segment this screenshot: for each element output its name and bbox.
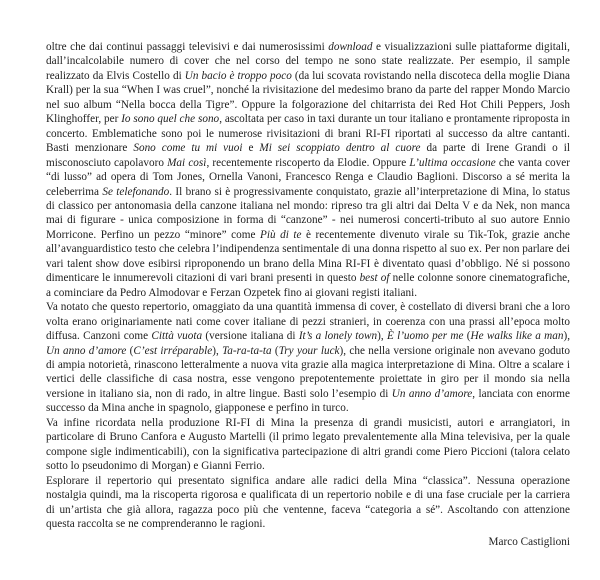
italic-title-text: È l’uomo per me <box>386 330 464 343</box>
body-text: ), <box>563 330 571 343</box>
body-text: ), <box>212 344 223 357</box>
paragraph <box>46 300 570 416</box>
body-text: , recentemente riscoperto da Elodie. Oppure <box>206 156 410 169</box>
body-text: , lanciata con enorme successo da Mina anche in spagnolo, giapponese e perfino in turco. <box>46 387 571 415</box>
body-text: ), <box>377 330 387 343</box>
body-text: nelle colonne sonore cinematografiche, a cominciare da Pedro Almodovar e Ferzan Ozpetek fino ai giovani registi italiani. <box>46 272 570 299</box>
italic-title-text: He walks like a man <box>470 330 564 343</box>
body-text: ), che nella versione originale non avevano goduto di ampia notorietà, rinascono letteralmente a nuova vita grazie alla magica interpretazione di Mina. Oltre a scalare i vertici delle classifiche di casa nostra, esse vengono prepotentemente proiettate in giro per il mondo sia nella versione in italiano sia, non di rado, in altre lingue. Basti solo l’esempio di <box>46 344 571 400</box>
paragraph <box>46 416 570 474</box>
body-text: Va infine ricordata nella produzione RI-FI di Mina la presenza di grandi musicisti, autori e arrangiatori, in particolare di Bruno Canfora e Augusto Martelli (il primo legato prevalentemente alla Mina televisiva, per la quale compone sigle indimenticabili), con la significativa partecipazione di altri grandi come Piero Piccioni (talora celato sotto lo pseudonimo di Morgan) e Gianni Ferrio. <box>46 416 570 473</box>
body-text: che vanta cover “di lusso” ad opera di Tom Jones, Ornella Vanoni, Francesco Renga e Claudio Baglioni. Discorso a sé merita la celeberrima <box>46 156 571 198</box>
body-text: Esplorare il repertorio qui presentato significa andare alle radici della Mina “classica”. Nessuna operazione nostalgia quindi, ma la riscoperta rigorosa e qualificata di un repertorio nobile e di una fase cruciale per la carriera di un’artista che già allora, ragazza poco più che ventenne, faceva “categoria a sé”. Ascoltando con attenzione questa raccolta se ne comprenderanno le ragioni. <box>46 474 570 530</box>
body-text: ( <box>271 344 279 357</box>
body-text: . Il brano si è progressivamente conquistato, grazie all’interpretazione di Mina, lo status di classico per antonomasia della canzone italiana nel mondo: ripreso tra gli altri dai Delta V e da Nek, non manca mai di figurare - unica composizione in forma di “canzone” - nei numerosi concerti-tributo al suo autore Ennio Morricone. Perfino un pezzo “minore” come <box>46 185 570 241</box>
body-text: ( <box>463 330 471 343</box>
italic-title-text: download <box>328 41 373 53</box>
paragraph <box>46 40 570 300</box>
italic-title-text: Try your luck <box>278 344 340 357</box>
body-text: e visualizzazioni sulle piattaforme digitali, dall’incalcolabile numero di cover che nel corso del tempo ne sono state realizzate. Per esempio, il sample realizzato da Elvis Costello di <box>46 41 570 82</box>
italic-title-text: Ta-ra-ta-ta <box>222 344 272 357</box>
body-text: , ascoltata per caso in taxi durante un tour italiano e prontamente riproposta in concerto. Emblematiche sono poi le numerose rivisitazioni di brani RI-FI riportati al successo da altre cantanti. Basti menzionare <box>46 113 571 155</box>
italic-title-text: best of <box>359 272 390 285</box>
italic-title-text: Mi sei scoppiato dentro al cuore <box>259 142 421 155</box>
italic-title-text: Se telefonando <box>102 185 170 198</box>
body-text: da parte di Irene Grandi o il misconosciuto capolavoro <box>46 142 570 169</box>
body-text: oltre che dai continui passaggi televisivi e dai numerosissimi <box>46 41 329 53</box>
body-text: (da lui scovata rovistando nella discoteca della moglie Diana Krall) per la sua “When I was cruel”, nonché la rivisitazione del medesimo brano da parte del rapper Mondo Marcio nel suo album “Nella bocca della Tigre”. Oppure la folgorazione del chitarrista dei Red Hot Chili Peppers, Josh Klinghoffer, per <box>46 69 570 126</box>
body-text: Va notato che questo repertorio, omaggiato da una quantità immensa di cover, è costellato di diversi brani che a loro volta erano originariamente nati come cover italiane di pezzi stranieri, in coerenza con una prassi all’epoca molto diffusa. Canzoni come <box>46 301 570 343</box>
paragraph <box>46 474 570 532</box>
italic-title-text: C’est irréparable <box>133 344 213 357</box>
italic-title-text: Città vuota <box>151 330 203 343</box>
body-text: (versione italiana di <box>202 330 299 343</box>
italic-title-text: Io sono quel che sono <box>121 113 220 126</box>
italic-title-text: Un anno d’amore <box>46 344 127 357</box>
italic-title-text: Più di te <box>259 228 302 241</box>
author-signature: Marco Castiglioni <box>488 536 570 549</box>
body-text: è recentemente divenuto virale su Tik-Tok, grazie anche all’avanguardistico testo che celebra l’indipendenza sentimentale di una donna rispetto al suo ex. Per non parlare dei vari talent show dove esibirsi riproponendo un brano della Mina RI-FI è diventato quasi d’obbligo. Né si possono dimenticare le innumerevoli citazioni di vari brani presenti in questo <box>46 228 570 285</box>
italic-title-text: Sono come tu mi vuoi <box>133 142 243 155</box>
liner-notes-text <box>46 40 570 531</box>
body-text: ( <box>126 344 134 357</box>
body-text: e <box>242 142 260 155</box>
italic-title-text: Un anno d’amore <box>391 387 473 400</box>
italic-title-text: Mai così <box>167 156 207 169</box>
italic-title-text: It’s a lonely town <box>298 330 378 343</box>
italic-title-text: Un bacio è troppo poco <box>184 69 292 82</box>
italic-title-text: L’ultima occasione <box>409 156 496 169</box>
